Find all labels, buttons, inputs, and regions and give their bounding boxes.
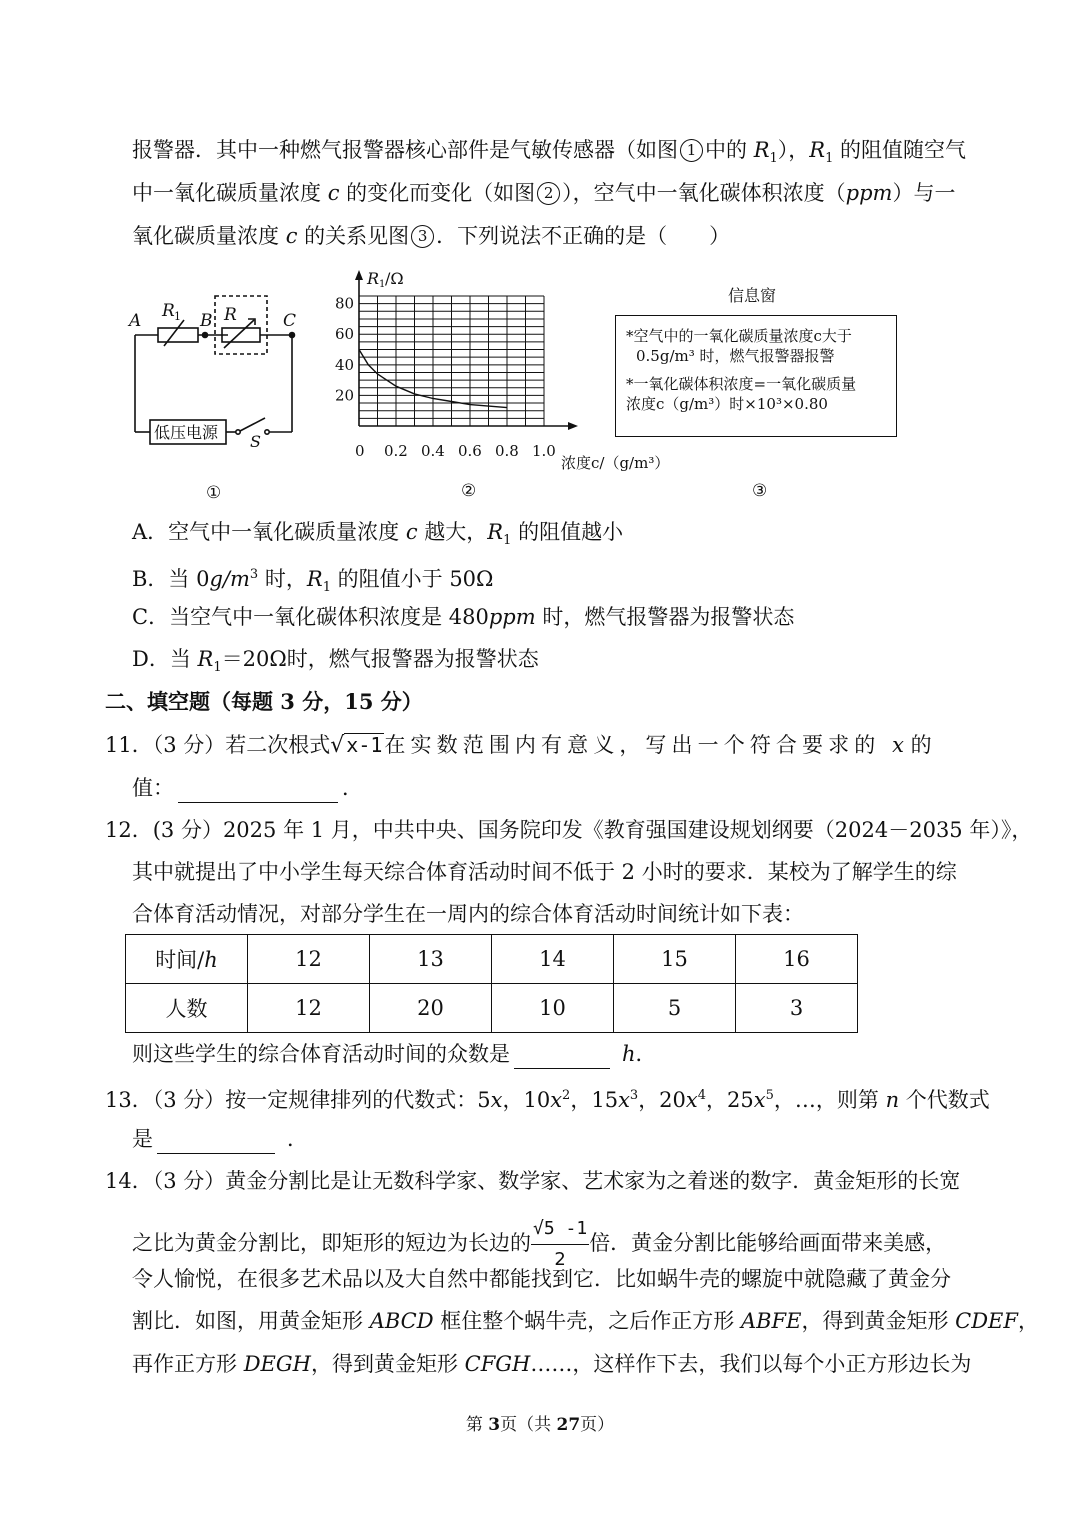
unit: h bbox=[204, 948, 218, 972]
label-c: C bbox=[283, 311, 297, 331]
table-cell: 14 bbox=[492, 935, 614, 984]
var-x: x bbox=[490, 1088, 503, 1112]
y-tick-label: 20 bbox=[335, 386, 355, 405]
text: 在实数范围内有意义，写出一个符合要求的 bbox=[384, 733, 893, 757]
table-cell: 16 bbox=[736, 935, 858, 984]
x-tick-label: 0.2 bbox=[384, 442, 408, 460]
info-line-4: 浓度c（g/m³）时×10³×0.80 bbox=[626, 395, 828, 413]
y-axis-label: R bbox=[367, 269, 380, 288]
option-c bbox=[132, 602, 794, 632]
label-r1-sub: 1 bbox=[174, 310, 181, 323]
denominator: 2 bbox=[554, 1249, 566, 1270]
sup: 3 bbox=[249, 567, 259, 582]
var-r: R bbox=[197, 647, 214, 671]
x-axis-label: 浓度c/（g/m³） bbox=[561, 454, 670, 472]
var-c: c bbox=[405, 520, 418, 544]
answer-blank-12[interactable] bbox=[514, 1046, 610, 1069]
text: D．当 bbox=[132, 647, 198, 671]
option-b bbox=[132, 560, 493, 603]
info-line-1: *空气中的一氧化碳质量浓度c大于 bbox=[626, 327, 852, 345]
table-cell: 12 bbox=[248, 935, 370, 984]
sup: 5 bbox=[765, 1088, 774, 1103]
sub: 1 bbox=[503, 533, 512, 549]
text: 的变化而变化（如图 bbox=[339, 181, 536, 205]
var-x: x bbox=[685, 1088, 698, 1112]
text: 个代数式 bbox=[899, 1088, 990, 1112]
answer-blank-13[interactable] bbox=[157, 1131, 275, 1154]
text: 时， bbox=[258, 567, 307, 591]
text: ）与一 bbox=[892, 181, 956, 205]
q13-line-2 bbox=[132, 1124, 308, 1154]
power-source-label: 低压电源 bbox=[154, 423, 219, 442]
sub: 1 bbox=[769, 151, 778, 167]
text: A．空气中一氧化碳质量浓度 bbox=[132, 520, 406, 544]
section-heading: 二、填空题（每题 3 分，15 分） bbox=[105, 689, 423, 714]
text: C．当空气中一氧化碳体积浓度是 480 bbox=[132, 605, 489, 629]
answer-blank-11[interactable] bbox=[178, 780, 338, 803]
text: ，得到黄金矩形 bbox=[310, 1352, 465, 1376]
option-a bbox=[132, 517, 623, 556]
var-x: x bbox=[892, 733, 904, 757]
x-axis-arrow bbox=[568, 422, 578, 430]
intro-line-3 bbox=[132, 221, 730, 251]
q12-line-4 bbox=[132, 1039, 657, 1069]
y-tick-label: 80 bbox=[335, 294, 355, 313]
rect-cfgh: CFGH bbox=[464, 1352, 531, 1376]
label-r1: R bbox=[162, 301, 175, 321]
text: 13．（3 分）按一定规律排列的代数式：5 bbox=[105, 1088, 491, 1112]
text: ，20 bbox=[638, 1088, 686, 1112]
text: B．当 0 bbox=[132, 567, 210, 591]
text: 的阻值随空气 bbox=[833, 138, 967, 162]
var-c: c bbox=[327, 181, 340, 205]
x-tick-label: 0.8 bbox=[495, 442, 519, 460]
var-x: x bbox=[753, 1088, 766, 1112]
text: ……，这样作下去，我们以每个小正方形边长为 bbox=[530, 1352, 972, 1376]
text: 再作正方形 bbox=[132, 1352, 244, 1376]
var-c: c bbox=[285, 224, 298, 248]
text: ），空气中一氧化碳体积浓度（ bbox=[562, 181, 846, 205]
sub: 1 bbox=[213, 660, 222, 676]
var-r: R bbox=[809, 138, 826, 162]
text: ）， bbox=[777, 138, 810, 162]
y-axis-arrow bbox=[355, 270, 363, 280]
rect-cdef: CDEF bbox=[955, 1309, 1018, 1333]
unit: g/m bbox=[209, 567, 250, 591]
text: 割比．如图，用黄金矩形 bbox=[132, 1309, 370, 1333]
q14-line-3: 令人愉悦，在很多艺术品以及大自然中都能找到它．比如蜗牛壳的螺旋中就隐藏了黄金分 bbox=[132, 1267, 951, 1291]
var-x: x bbox=[550, 1088, 563, 1112]
q12-line-1: 12．(3 分）2025 年 1 月，中共中央、国务院印发《教育强国建设规划纲要（2024－2035 年）》， bbox=[105, 818, 1033, 842]
table-cell: 20 bbox=[370, 984, 492, 1033]
option-d bbox=[132, 644, 539, 683]
info-line-3: *一氧化碳体积浓度=一氧化碳质量 bbox=[626, 375, 857, 393]
square-degh: DEGH bbox=[243, 1352, 311, 1376]
label-s: S bbox=[250, 432, 261, 451]
q11-line-2 bbox=[132, 773, 363, 803]
y-tick-label: 60 bbox=[335, 325, 355, 344]
figure-ref-1: 1 bbox=[680, 139, 703, 162]
x-tick-label: 1.0 bbox=[532, 442, 556, 460]
text: 框住整个蜗牛壳，之后作正方形 bbox=[433, 1309, 741, 1333]
text: ，25 bbox=[706, 1088, 754, 1112]
q11-line-1: 11．（3 分）若二次根式√ x-1在实数范围内有意义，写出一个符合要求的 x 的 bbox=[105, 733, 932, 758]
info-window bbox=[615, 315, 897, 437]
text: 的阻值小于 50Ω bbox=[330, 567, 494, 591]
text: ，15 bbox=[570, 1088, 619, 1112]
text: ． bbox=[635, 1042, 657, 1066]
text: ，10 bbox=[502, 1088, 551, 1112]
unit: h bbox=[622, 1042, 636, 1066]
var-n: n bbox=[885, 1088, 900, 1112]
text: ， bbox=[1017, 1309, 1039, 1333]
q13-line-1 bbox=[105, 1081, 990, 1115]
tick-labels bbox=[335, 295, 556, 460]
activity-table bbox=[125, 934, 858, 1033]
table-cell: 12 bbox=[248, 984, 370, 1033]
text: 时，燃气报警器为报警状态 bbox=[535, 605, 795, 629]
var-r: R bbox=[753, 138, 770, 162]
y-axis-unit: /Ω bbox=[385, 269, 404, 288]
intro-line-2 bbox=[132, 178, 955, 208]
text: 的 bbox=[903, 733, 932, 757]
text: ． bbox=[342, 776, 363, 800]
y-tick-label: 40 bbox=[335, 355, 355, 374]
text: 氧化碳质量浓度 bbox=[132, 224, 286, 248]
label-b: B bbox=[200, 311, 213, 331]
text: 则这些学生的综合体育活动时间的众数是 bbox=[132, 1042, 510, 1066]
sub: 1 bbox=[825, 151, 834, 167]
text: 报警器．其中一种燃气报警器核心部件是气敏传感器（如图 bbox=[132, 138, 678, 162]
info-window-title: 信息窗 bbox=[728, 286, 777, 305]
var-r: R bbox=[487, 520, 504, 544]
unit-ppm: ppm bbox=[845, 181, 893, 205]
text: 的关系见图 bbox=[297, 224, 410, 248]
text: 页） bbox=[580, 1415, 615, 1435]
text: 的阻值越小 bbox=[511, 520, 624, 544]
table-cell: 3 bbox=[736, 984, 858, 1033]
sqrt-expression: x-1 bbox=[346, 733, 383, 757]
intro-line-1 bbox=[132, 135, 966, 174]
text: ．下列说法不正确的是（ ） bbox=[436, 224, 731, 248]
text: 中的 bbox=[705, 138, 754, 162]
q12-line-3: 合体育活动情况，对部分学生在一周内的综合体育活动时间统计如下表： bbox=[132, 902, 804, 926]
label-a: A bbox=[129, 311, 142, 331]
table-header-time bbox=[126, 935, 248, 984]
page-number: 3 bbox=[488, 1415, 501, 1435]
text: 倍．黄金分割比能够给画面带来美感， bbox=[589, 1231, 947, 1255]
info-line-2: 0.5g/m³ 时，燃气报警器报警 bbox=[636, 347, 835, 365]
sub: 1 bbox=[322, 580, 331, 596]
circuit-diagram bbox=[120, 290, 310, 505]
table-cell: 10 bbox=[492, 984, 614, 1033]
q14-line-5 bbox=[132, 1349, 971, 1379]
text: 11．（3 分）若二次根式 bbox=[105, 733, 331, 757]
text: 之比为黄金分割比，即矩形的短边为长边的 bbox=[132, 1231, 531, 1255]
text: 时间/ bbox=[155, 948, 205, 972]
x-tick-label: 0.4 bbox=[421, 442, 445, 460]
figure-caption-1: ① bbox=[206, 483, 222, 503]
table-header-count: 人数 bbox=[126, 984, 248, 1033]
label-r: R bbox=[224, 305, 237, 325]
table-cell: 15 bbox=[614, 935, 736, 984]
total-pages: 27 bbox=[556, 1415, 581, 1435]
text: 是 bbox=[132, 1127, 153, 1151]
text: ＝20Ω时，燃气报警器为报警状态 bbox=[221, 647, 539, 671]
text: 值： bbox=[132, 776, 174, 800]
q12-line-2: 其中就提出了中小学生每天综合体育活动时间不低于 2 小时的要求．某校为了解学生的综 bbox=[132, 860, 957, 884]
page-footer bbox=[0, 1410, 1080, 1435]
table-cell: 13 bbox=[370, 935, 492, 984]
text: 中一氧化碳质量浓度 bbox=[132, 181, 328, 205]
x-tick-label: 0 bbox=[355, 442, 365, 460]
var-x: x bbox=[618, 1088, 630, 1112]
grid bbox=[359, 296, 544, 426]
sup: 2 bbox=[562, 1088, 571, 1103]
q14-line-4 bbox=[132, 1306, 1039, 1336]
q14-line-1: 14．（3 分）黄金分割比是让无数科学家、数学家、艺术家为之着迷的数字．黄金矩形的长宽 bbox=[105, 1169, 961, 1193]
text: ，得到黄金矩形 bbox=[801, 1309, 956, 1333]
text: ． bbox=[287, 1127, 308, 1151]
text: ，…，则第 bbox=[773, 1088, 886, 1112]
unit-ppm: ppm bbox=[488, 605, 536, 629]
text: 页（共 bbox=[500, 1415, 557, 1435]
figure-ref-3: 3 bbox=[411, 225, 434, 248]
table-cell: 5 bbox=[614, 984, 736, 1033]
var-r: R bbox=[306, 567, 323, 591]
square-abfe: ABFE bbox=[740, 1309, 802, 1333]
table-row bbox=[126, 984, 858, 1033]
sup: 3 bbox=[629, 1088, 639, 1103]
y-axis-label-sub: 1 bbox=[379, 279, 386, 290]
text: 越大， bbox=[417, 520, 488, 544]
sup: 4 bbox=[697, 1088, 707, 1103]
x-tick-label: 0.6 bbox=[458, 442, 482, 460]
table-row bbox=[126, 935, 858, 984]
figure-caption-3: ③ bbox=[752, 481, 768, 501]
figure-caption-2: ② bbox=[461, 481, 477, 501]
rect-abcd: ABCD bbox=[369, 1309, 434, 1333]
figure-ref-2: 2 bbox=[537, 182, 560, 205]
numerator: √5 -1 bbox=[531, 1214, 589, 1245]
text: 第 bbox=[465, 1415, 489, 1435]
